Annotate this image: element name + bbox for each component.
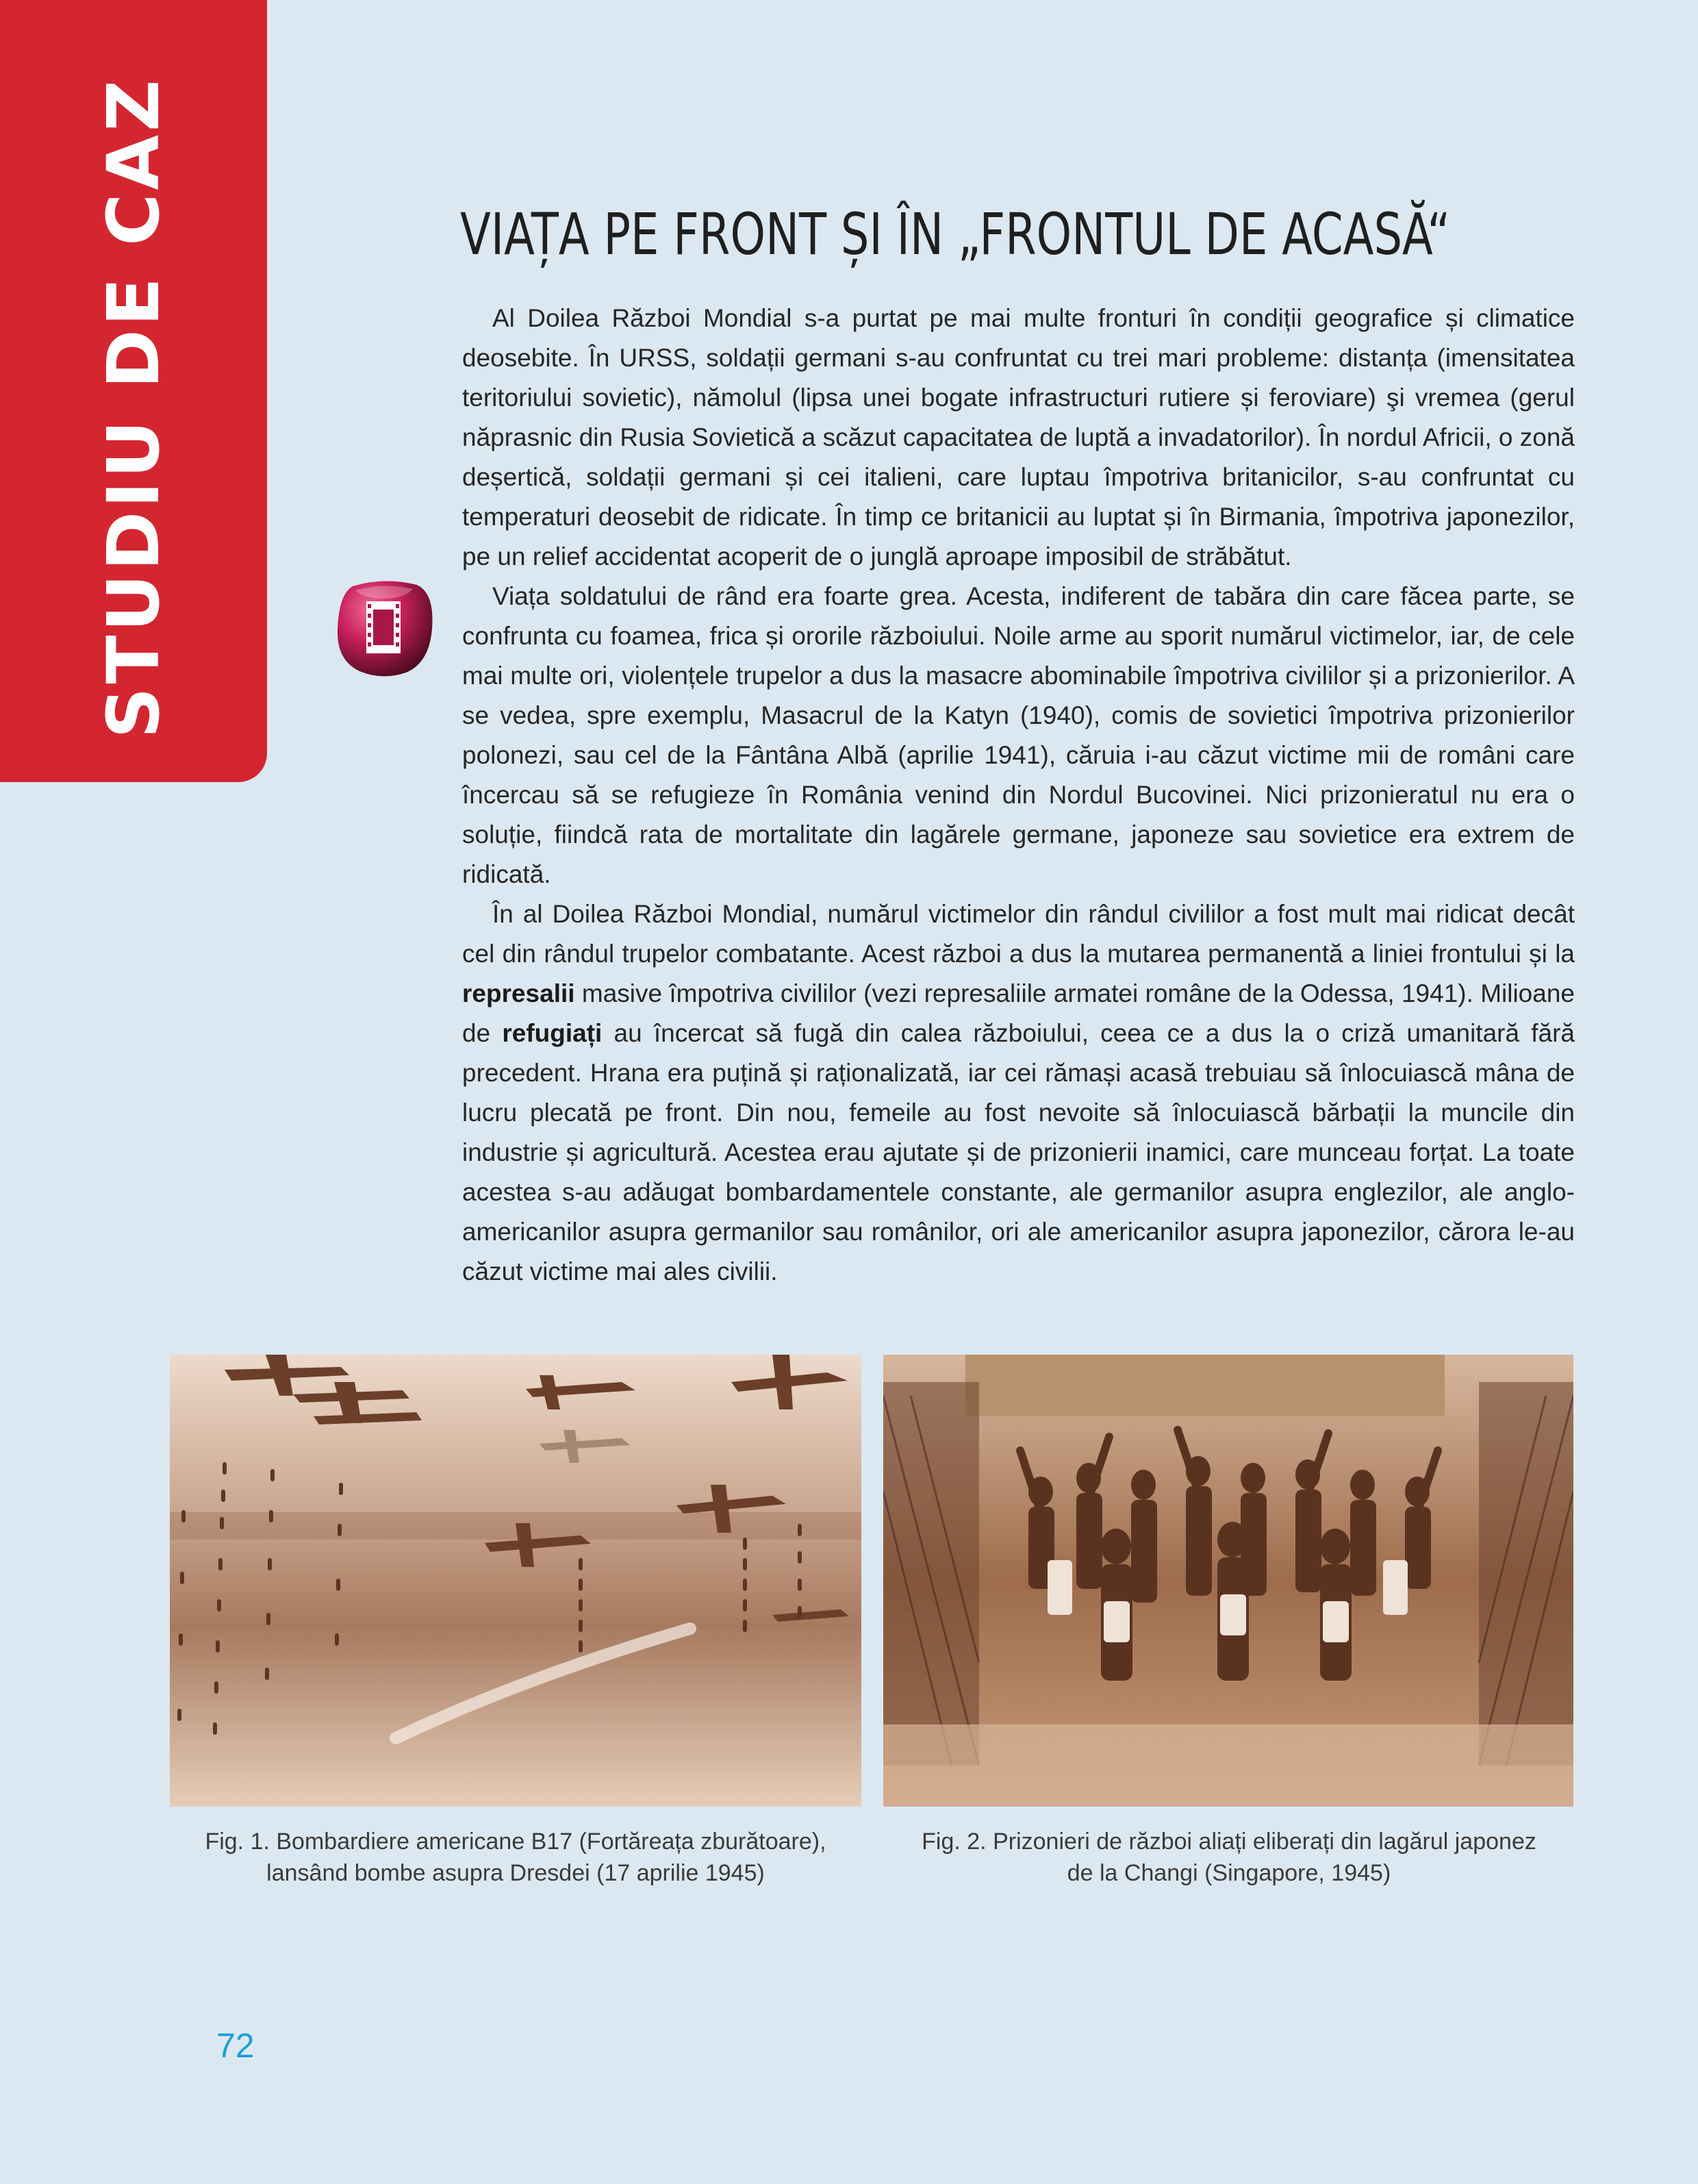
- paragraph-3: În al Doilea Război Mondial, numărul victimelor din rândul civililor a fost mult mai ridicat decât cel din rândul trupelor combatante. Acest război a dus la mutarea permanentă a liniei frontului și la represalii masive împotriva civililor (vezi represaliile armatei române de la Odessa, 1941). Milioane de refugiați au încercat să fugă din calea războiului, ceea ce a dus la o criză umanitară fără precedent. Hrana era puțină și raționalizată, iar cei rămași acasă trebuiau să înlocuiască mâna de lucru plecată pe front. Din nou, femeile au fost nevoite să înlocuiască bărbații la muncile din industrie și agricultură. Acestea erau ajutate și de prizonierii inamici, care munceau forțat. La toate acestea s-au adăugat bombardamentele constante, ale germanilor asupra englezilor, ale anglo-americanilor asupra germanilor sau românilor, ori ale americanilor asupra japonezilor, cărora le-au căzut victime mai ales civilii.: [462, 900, 1575, 1285]
- paragraph-1: Al Doilea Război Mondial s-a purtat pe mai multe fronturi în condiții geografice și climatice deosebite. În URSS, soldații germani s-au confruntat cu trei mari probleme: distanța (imensitatea teritoriului sovietic), nămolul (lipsa unei bogate infrastructuri rutiere și feroviare) şi vremea (gerul năprasnic din Rusia Sovietică a scăzut capacitatea de luptă a invadatorilor). În nordul Africii, o zonă deșertică, soldații germani și cei italieni, care luptau împotriva britanicilor, s-au confruntat cu temperaturi deosebit de ridicate. În timp ce britanicii au luptat și în Birmania, împotriva japonezilor, pe un relief accidentat acoperit de o junglă aproape imposibil de străbătut.: [462, 304, 1575, 570]
- figure-2-caption: Fig. 2. Prizonieri de război aliați eliberați din lagărul japonez de la Changi (Singapore, 1945): [922, 1829, 1536, 1886]
- section-tab-label: STUDIU DE CAZ: [92, 76, 175, 739]
- page-number: 72: [216, 2026, 255, 2065]
- figure-1-caption: Fig. 1. Bombardiere americane B17 (Fortăreața zburătoare), lansând bombe asupra Dresdei (17 aprilie 1945): [205, 1829, 826, 1886]
- article-body: [462, 299, 1575, 1292]
- term-represalii: represalii: [462, 979, 575, 1007]
- term-refugiati: refugiați: [502, 1019, 603, 1047]
- paragraph-2: Viața soldatului de rând era foarte grea. Acesta, indiferent de tabăra din care făcea parte, se confrunta cu foamea, frica și ororile războiului. Noile arme au sporit numărul victimelor, iar, de cele mai multe ori, violențele trupelor a dus la masacre abominabile împotriva civililor și a prizonierilor. A se vedea, spre exemplu, Masacrul de la Katyn (1940), comis de sovietici împotriva prizonierilor polonezi, sau cel de la Fântâna Albă (aprilie 1941), căruia i-au căzut victime mii de români care încercau să se refugieze în România venind din Nordul Bucovinei. Nici prizonieratul nu era o soluție, fiindcă rata de mortalitate din lagărele germane, japoneze sau sovietice era extrem de ridicată.: [462, 582, 1575, 888]
- page-title: VIAȚA PE FRONT ȘI ÎN „FRONTUL DE ACASĂ“: [460, 201, 1451, 268]
- film-icon[interactable]: [332, 575, 436, 679]
- prisoners-photo: [883, 1355, 1573, 1807]
- bombers-photo: [170, 1355, 861, 1807]
- section-tab: [0, 0, 267, 782]
